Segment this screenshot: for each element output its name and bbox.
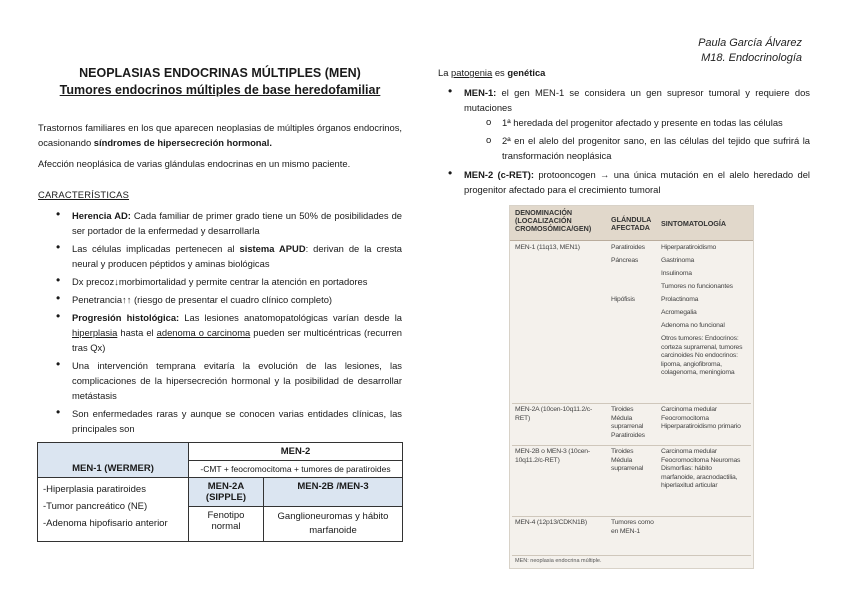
figure-divider xyxy=(512,555,751,556)
list-item xyxy=(72,208,402,238)
item-text: Las lesiones anatomopatológicas varían desde la xyxy=(179,312,403,323)
figure-divider xyxy=(512,516,751,517)
men1-items xyxy=(38,478,189,542)
intro-text: Trastornos familiares en los que aparecen neoplasias de múltiples órganos endocrinos, ocasionando xyxy=(38,122,402,148)
men1-item: -Adenoma hipofisario anterior xyxy=(43,518,168,529)
item-text: pueden ser multicéntricas (recurren tras Qx) xyxy=(72,327,403,353)
item-bold: Progresión histológica: xyxy=(72,312,180,323)
men1-header: MEN-1 (WERMER) xyxy=(38,443,189,478)
item-bold: MEN-1: xyxy=(464,87,497,98)
item-bold: Herencia AD: xyxy=(72,210,131,221)
men2a-header: MEN-2A (SIPPLE) xyxy=(189,478,264,507)
author-block xyxy=(698,36,802,66)
men-classification-figure xyxy=(509,205,754,569)
pathogenesis-list xyxy=(438,85,810,197)
figure-row-gland: Tiroides Médula suprarrenal xyxy=(611,448,644,473)
figure-row-gland: Hipófisis xyxy=(611,296,635,303)
men2b-header: MEN-2B /MEN-3 xyxy=(263,478,402,507)
figure-row-symptoms: Acromegalia xyxy=(661,309,697,316)
item-text: hasta el xyxy=(117,327,157,338)
figure-row-name: MEN-4 (12p13/CDKN1B) xyxy=(515,519,587,526)
men-summary-table xyxy=(37,442,403,542)
figure-row-gland: Paratiroides xyxy=(611,244,645,251)
list-item xyxy=(72,310,402,355)
path-text: es xyxy=(492,67,508,78)
figure-divider xyxy=(512,403,751,404)
figure-row-symptoms: Adenoma no funcional xyxy=(661,322,725,329)
item-text: protooncogen → una única mutación en el alelo heredado del progenitor afectado para el crecimiento tumoral xyxy=(464,169,810,195)
path-text: La xyxy=(438,67,452,78)
path-bold: genética xyxy=(507,67,546,78)
characteristics-list xyxy=(38,208,402,436)
figure-row-gland: Tiroides Médula suprarrenal Paratiroides xyxy=(611,406,645,439)
list-item xyxy=(464,167,810,197)
author-name: Paula García Álvarez xyxy=(698,37,802,49)
figure-row-symptoms: Carcinoma medular Feocromocitoma Neuromas Dismorfias: hábito marfanoide, aracnodactilia, hiperlaxitud articular xyxy=(661,448,741,490)
figure-header xyxy=(510,206,753,241)
figure-header-col2: GLÁNDULA AFECTADA xyxy=(611,215,652,232)
figure-row-name: MEN-2B o MEN-3 (10cen-10q11.2/c-RET) xyxy=(515,448,590,464)
intro-paragraph-2: Afección neoplásica de varias glándulas endocrinas en un mismo paciente. xyxy=(38,158,351,169)
figure-row-symptoms: Gastrinoma xyxy=(661,257,695,264)
left-column xyxy=(38,66,402,439)
men1-item: -Tumor pancreático (NE) xyxy=(43,501,148,512)
sublist-item: o 1ª heredada del progenitor afectado y presente en todas las células xyxy=(502,115,810,130)
page-subtitle: Tumores endocrinos múltiples de base heredofamiliar xyxy=(59,83,381,97)
figure-divider xyxy=(512,445,751,446)
list-item: • Penetrancia↑↑ (riesgo de presentar el cuadro clínico completo) xyxy=(72,292,402,307)
figure-row-symptoms: Carcinoma medular Feocromocitoma Hiperparatiroidismo primario xyxy=(661,406,741,431)
figure-row-symptoms: Prolactinoma xyxy=(661,296,699,303)
figure-row-name: MEN-1 (11q13, MEN1) xyxy=(515,244,580,251)
figure-header-col3: SINTOMATOLOGÍA xyxy=(661,219,727,228)
men2-subheader: -CMT + feocromocitoma + tumores de paratiroides xyxy=(189,461,403,478)
item-text: el gen MEN-1 se considera un gen supresor tumoral y requiere dos mutaciones xyxy=(464,87,810,113)
figure-row-symptoms: Tumores no funcionantes xyxy=(661,283,733,290)
figure-row-symptoms: Otros tumores: Endocrinos: corteza suprarrenal, tumores carcinoides No endocrinos: lipoma, angiofibroma, colagenoma, meningioma xyxy=(661,335,743,377)
figure-row-symptoms: Hiperparatiroidismo xyxy=(661,244,717,251)
men1-sublist xyxy=(464,115,810,163)
right-column xyxy=(438,65,810,200)
intro-paragraph-1 xyxy=(38,120,402,150)
item-text: Cada familiar de primer grado tiene un 50% de posibilidades de ser portador de la enfermedad y desarrollarla xyxy=(72,210,403,236)
item-underline: hiperplasia xyxy=(72,327,118,338)
item-text: : derivan de la cresta neural y producen péptidos y aminas biológicas xyxy=(72,243,402,269)
men2a-text: Fenotipo normal xyxy=(189,507,264,542)
item-bold: sistema APUD xyxy=(239,243,306,254)
figure-row-name: MEN-2A (10cen-10q11.2/c-RET) xyxy=(515,406,593,422)
men2b-text: Ganglioneuromas y hábito marfanoide xyxy=(263,507,402,542)
item-text: Las células implicadas pertenecen al xyxy=(72,243,240,254)
pathogenesis-intro xyxy=(438,65,810,80)
men1-item: -Hiperplasia paratiroides xyxy=(43,484,146,495)
sublist-item: o 2ª en el alelo del progenitor sano, en las células del tejido que sufrirá la transformación neoplásica xyxy=(502,133,810,163)
list-item: • Dx precoz↓morbimortalidad y permite centrar la atención en portadores xyxy=(72,274,402,289)
figure-row-gland: Tumores como en MEN-1 xyxy=(611,519,654,535)
item-bold: MEN-2 (c-RET): xyxy=(464,169,534,180)
subject-name: M18. Endocrinología xyxy=(701,52,802,64)
list-item: • Una intervención temprana evitaría la evolución de las lesiones, las complicaciones de la hipersecreción hormonal y la posibilidad de desarrollar metástasis xyxy=(72,358,402,403)
figure-footnote: MEN: neoplasia endocrina múltiple. xyxy=(515,558,602,564)
section-heading-characteristics: CARACTERÍSTICAS xyxy=(38,189,130,200)
item-underline: adenoma o carcinoma xyxy=(156,327,251,338)
path-underline: patogenia xyxy=(451,67,493,78)
list-item xyxy=(464,85,810,163)
figure-row-symptoms: Insulinoma xyxy=(661,270,692,277)
list-item xyxy=(72,241,402,271)
men2-header: MEN-2 xyxy=(189,443,403,461)
figure-header-col1: DENOMINACIÓN (LOCALIZACIÓN CROMOSÓMICA/GEN) xyxy=(515,208,592,233)
intro-bold: síndromes de hipersecreción hormonal. xyxy=(93,137,272,148)
page-title: NEOPLASIAS ENDOCRINAS MÚLTIPLES (MEN) xyxy=(79,66,361,80)
figure-row-gland: Páncreas xyxy=(611,257,639,264)
list-item: • Son enfermedades raras y aunque se conocen varias entidades clínicas, las principales son xyxy=(72,406,402,436)
